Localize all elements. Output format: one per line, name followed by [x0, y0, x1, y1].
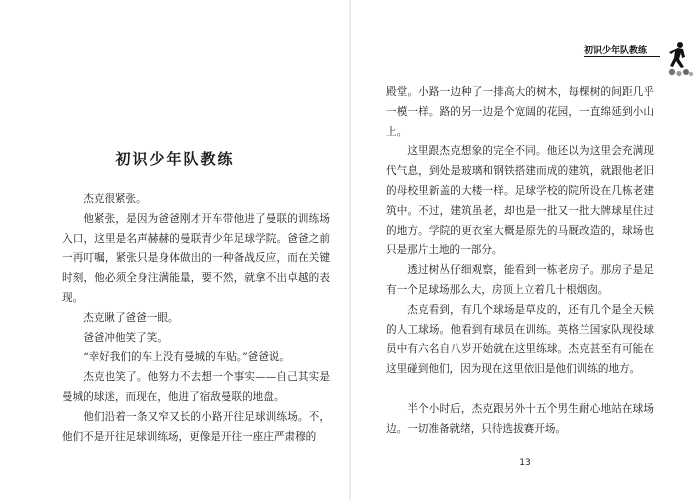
paragraph: 杰克很紧张。 — [83, 193, 147, 205]
paragraph: 他紧张，是因为爸爸刚才开车带他进了曼联的训练场入口，这里是名声赫赫的曼联青少年足球学院。爸爸之前一再叮嘱，紧张只是身体做出的一种备战反应，而在关键时刻，他必须全身注满能量，要不然，就拿不出卓越的表现。 — [62, 212, 330, 304]
page-number: 13 — [519, 458, 531, 468]
right-page — [350, 0, 700, 501]
section-gap — [386, 380, 654, 400]
running-header — [584, 40, 694, 76]
running-header-title: 初识少年队教练 — [584, 46, 648, 56]
paragraph: 透过树丛仔细观察，能看到一栋老房子。那房子是足有一个足球场那么大，房顶上立着几十根烟囱。 — [386, 264, 654, 296]
paragraph: 殿堂。小路一边种了一排高大的树木，每棵树的间距几乎一模一样。路的另一边是个宽阔的花园，一直绵延到小山上。 — [386, 86, 654, 138]
paragraph: 半个小时后，杰克跟另外十五个男生耐心地站在球场边。一切准备就绪，只待选拔赛开场。 — [386, 402, 654, 435]
soccer-player-icon — [662, 40, 696, 78]
paragraph: “幸好我们的车上没有曼城的车贴。”爸爸说。 — [83, 351, 290, 364]
paragraph: 杰克也笑了。他努力不去想一个事实——自己其实是曼城的球迷，而现在，他进了宿敌曼联的地盘。 — [62, 371, 330, 403]
chapter-title: 初识少年队教练 — [115, 150, 235, 168]
right-body-text — [386, 83, 654, 439]
paragraph: 这里跟杰克想象的完全不同。他还以为这里会充满现代气息，到处是玻璃和钢铁搭建而成的建筑，就跟他老旧的母校里新盖的大楼一样。足球学校的院所设在几栋老建筑中。不过，建筑虽老，却也是一批又一批大牌球星住过的地方。学院的更衣室大概是原先的马厩改造的，球场也只是那片土地的一部分。 — [386, 145, 654, 257]
paragraph: 爸爸冲他笑了笑。 — [83, 331, 168, 344]
paragraph: 杰克看到，有几个球场是草皮的，还有几个是全天候的人工球场。他看到有球员在训练。英格兰国家队现役球员中有六名自八岁开始就在这里练球。杰克甚至有可能在这里碰到他们，因为现在这里依旧是他们训练的地方。 — [386, 303, 654, 376]
left-body-text — [62, 190, 330, 447]
paragraph: 他们沿着一条又窄又长的小路开往足球训练场。不，他们不是开往足球训练场，更像是开往一座庄严肃穆的 — [62, 410, 330, 443]
header-rule — [584, 56, 660, 57]
paragraph: 杰克瞅了爸爸一眼。 — [83, 311, 179, 324]
